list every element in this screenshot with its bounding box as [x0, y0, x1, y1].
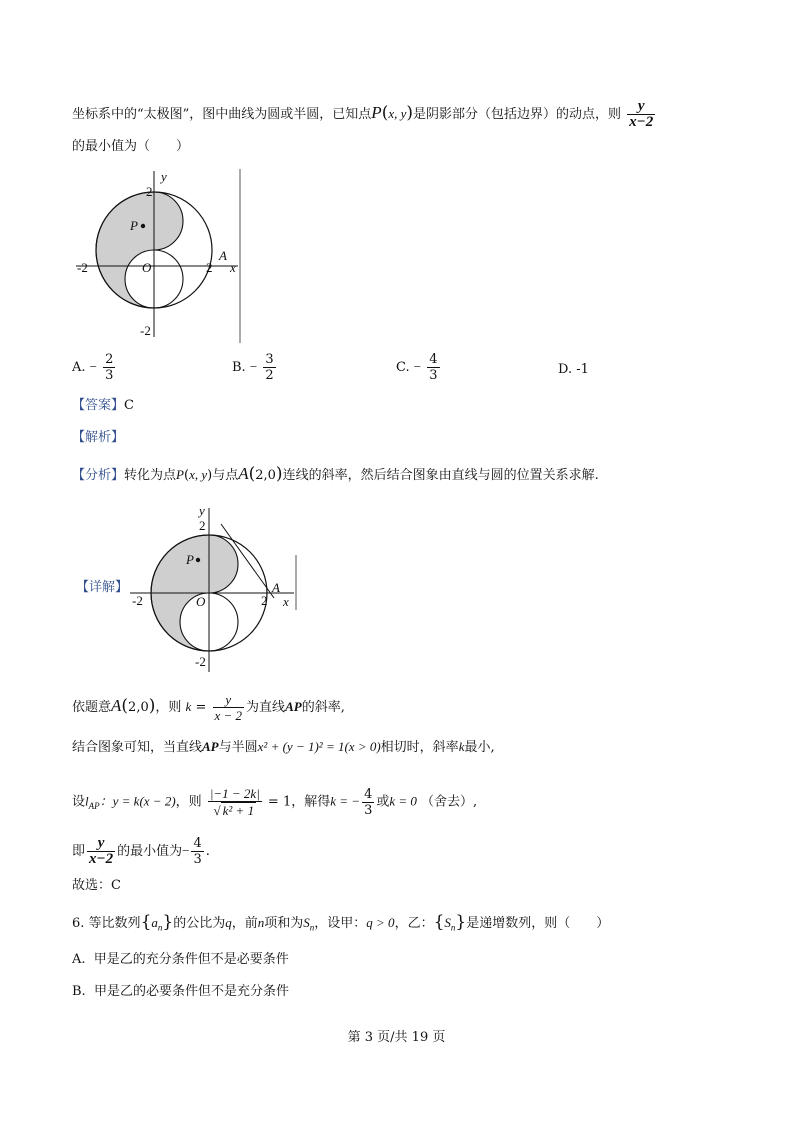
step4-f-num: 4	[193, 836, 202, 851]
fenxi-line: 【分析】转化为点P(x, y)与点A(2,0)连线的斜率，然后结合图象由直线与圆的位置关系求解.	[72, 464, 599, 484]
option-b-num: 3	[265, 352, 274, 367]
step1-fraction	[213, 692, 245, 723]
q6-option-a-letter: A.	[72, 952, 86, 967]
analysis-label: 【解析】	[72, 430, 125, 445]
detail-label: 【详解】	[76, 580, 129, 595]
choice-line	[72, 876, 121, 896]
step3-text-3: ，解得	[291, 794, 331, 810]
fenxi-label: 【分析】	[72, 468, 125, 483]
step1-a-args: 2,0	[128, 700, 149, 715]
q6-option-b-text: 甲是乙的必要条件但不是充分条件	[93, 984, 289, 999]
q6-n: n	[257, 915, 265, 930]
option-b-fraction	[263, 352, 275, 383]
tick-left-2: -2	[132, 593, 143, 608]
step1-k: k	[185, 699, 192, 714]
answer-line	[72, 396, 134, 416]
detail-line	[76, 578, 128, 598]
answer-value: C	[124, 398, 134, 413]
step-4	[72, 836, 210, 867]
fenxi-p-args: x, y	[189, 467, 208, 482]
q6-option-a[interactable]	[72, 950, 289, 970]
fenxi-text-3: 连线的斜率，然后结合图象由直线与圆的位置关系求解.	[282, 468, 599, 483]
step4-ratio	[87, 836, 115, 867]
q6-condition: q > 0	[366, 915, 395, 930]
step1-text-4: 的斜率,	[301, 700, 345, 715]
fenxi-text-1: 转化为点	[124, 468, 177, 483]
step1-text-3: 为直线	[246, 700, 286, 715]
step3-k1: k = −	[330, 793, 361, 809]
y-axis-label-2: y	[199, 503, 205, 518]
taiji-figure-2	[122, 500, 304, 680]
step1-point-a: A	[111, 696, 122, 715]
step4-value-fraction	[191, 836, 203, 867]
step4-f-den: 3	[193, 852, 202, 867]
fenxi-point-a: A	[238, 464, 249, 483]
x-axis-label-2: x	[283, 594, 289, 609]
tick-top: 2	[146, 184, 153, 199]
question-text-2: 是阴影部分（包括边界）的动点，则	[413, 107, 622, 122]
step3-line-eq: ：y = k(x − 2)	[99, 793, 176, 809]
question-line-1: 坐标系中的“太极图”，图中曲线为圆或半圆，已知点P(x, y)是阴影部分（包括边界）的动点，则 $\frac{y}{x-2}$	[72, 98, 654, 130]
step4-text-2: 的最小值为	[117, 844, 183, 859]
step3-distance-fraction: $\frac{|-1 - 2k|}{\text{√ k² + 1}}$	[209, 786, 260, 818]
q6-number: 6.	[72, 916, 85, 931]
step1-eq: =	[195, 700, 207, 715]
step3-text-1: 设	[72, 794, 86, 810]
label-o-2: O	[196, 594, 206, 609]
q6-text-1: 等比数列	[88, 916, 141, 931]
ratio-denominator: x−2	[629, 114, 654, 130]
step-3	[72, 786, 477, 818]
q6-text-4: 项和为	[264, 916, 304, 931]
label-a-2: A	[272, 580, 280, 595]
question-6: 6. 等比数列$\{a_n\}$的公比为q，前n项和为$S_n$，设甲：q > 0，乙：$\{S_n\}$是递增数列，则（ ）	[72, 912, 610, 933]
q6-s-sub: n	[309, 922, 315, 933]
option-d-value: -1	[576, 362, 589, 377]
step1-text-1: 依题意	[72, 700, 112, 715]
shaded-region	[96, 192, 183, 308]
q6-a-sub: n	[157, 922, 163, 933]
step3-den: k² + 1	[222, 803, 255, 818]
option-c-den: 3	[429, 368, 438, 383]
step-2	[72, 737, 495, 758]
step2-text-4: 最小,	[464, 740, 495, 755]
q6-text-7: 是递增数列，则（ ）	[466, 916, 610, 931]
q6-s2: S	[444, 915, 451, 930]
option-a[interactable]	[72, 352, 117, 383]
q6-q: q	[225, 915, 232, 930]
step4-den: x−2	[89, 851, 114, 867]
fenxi-point-p: P	[176, 467, 184, 482]
q6-option-b[interactable]	[72, 982, 289, 1002]
step2-text-3: 相切时，斜率	[380, 740, 459, 755]
tick-bottom: -2	[140, 323, 151, 338]
tick-left: -2	[77, 260, 88, 275]
q6-option-b-letter: B.	[72, 984, 86, 999]
choice-value: C	[111, 878, 121, 893]
step4-text-3: .	[205, 844, 210, 859]
option-b-letter: B.	[232, 360, 246, 375]
label-o: O	[142, 260, 152, 275]
question-text-1: 坐标系中的“太极图”，图中曲线为圆或半圆，已知点	[72, 107, 372, 122]
lower-semicircle-2	[209, 593, 238, 651]
step2-equation: x² + (y − 1)² = 1(x > 0)	[257, 739, 381, 754]
analysis-heading	[72, 428, 124, 448]
fenxi-a-args: 2,0	[255, 468, 276, 483]
step1-den: x − 2	[214, 708, 243, 723]
point-p-args: x, y	[388, 106, 407, 121]
option-b-den: 2	[265, 368, 274, 383]
option-a-sign: −	[89, 359, 98, 374]
taiji-figure-1	[68, 165, 248, 345]
option-a-letter: A.	[72, 360, 86, 375]
tick-right: 2	[206, 260, 213, 275]
q6-text-2: 的公比为	[173, 916, 226, 931]
step3-k-fraction	[362, 787, 374, 818]
step2-k: k	[458, 739, 465, 754]
step4-text-1: 即	[72, 844, 86, 859]
q6-s2-sub: n	[450, 922, 456, 933]
step3-f-den: 3	[364, 802, 373, 818]
step1-text-2: ，则	[155, 700, 182, 715]
ratio-numerator: y	[627, 99, 655, 115]
tick-top-2: 2	[199, 518, 206, 533]
option-a-fraction	[103, 352, 115, 383]
point-p: P	[371, 103, 382, 122]
step4-num: y	[87, 836, 115, 852]
question-line-2: 的最小值为（ ）	[72, 139, 190, 154]
option-c-num: 4	[429, 352, 438, 367]
step3-num: |−1 − 2k|	[209, 786, 260, 801]
step1-num: y	[213, 692, 245, 708]
option-c-fraction	[427, 352, 439, 383]
fenxi-text-2: 与点	[212, 468, 239, 483]
step-1: 依题意A(2,0)，则 k = $\frac{y}{x - 2}$ 为直线AP的斜率,	[72, 692, 345, 723]
q6-text-3: ，前	[231, 916, 258, 931]
answer-label: 【答案】	[72, 398, 125, 413]
option-d-letter: D.	[558, 362, 573, 377]
q6-text-6: ，乙：	[394, 916, 434, 931]
point-p-dot	[141, 224, 145, 228]
lower-semicircle	[154, 250, 183, 308]
q6-s: S	[303, 915, 310, 930]
option-c-letter: C.	[396, 360, 410, 375]
step3-text-4: 或	[376, 794, 390, 810]
q6-option-a-text: 甲是乙的充分条件但不是必要条件	[93, 952, 289, 967]
option-a-num: 2	[105, 352, 114, 367]
step2-text-1: 结合图象可知，当直线	[72, 740, 203, 755]
step3-l: l	[85, 793, 89, 809]
label-p: P	[130, 218, 138, 233]
step3-sub: AP	[88, 801, 100, 812]
tick-bottom-2: -2	[195, 654, 206, 669]
step3-eq1: = 1	[267, 794, 292, 810]
q6-a: a	[151, 915, 158, 930]
option-c[interactable]	[396, 352, 442, 383]
option-a-den: 3	[105, 368, 114, 383]
option-b-sign: −	[249, 359, 258, 374]
label-a: A	[219, 248, 227, 263]
step2-ap: AP	[202, 739, 219, 754]
step3-f-num: 4	[364, 786, 373, 802]
option-b[interactable]	[232, 352, 278, 383]
step3-text-5: （舍去）,	[421, 794, 478, 810]
label-p-2: P	[186, 552, 194, 567]
ratio-fraction	[627, 99, 655, 130]
step3-text-2: ，则	[175, 794, 202, 810]
step2-text-2: 与半圆	[218, 740, 258, 755]
step4-sign: −	[182, 843, 190, 858]
tick-right-2: 2	[261, 593, 268, 608]
choice-label: 故选：	[72, 878, 112, 893]
step3-k2: k = 0	[389, 793, 417, 809]
option-c-sign: −	[413, 359, 422, 374]
y-axis-label: y	[161, 169, 167, 184]
q6-text-5: ，设甲：	[314, 916, 367, 931]
point-p-dot-2	[196, 558, 200, 562]
step1-ap: AP	[285, 699, 302, 714]
page-footer: 第 3 页/共 19 页	[347, 1030, 446, 1045]
x-axis-label: x	[230, 260, 236, 275]
option-d[interactable]	[558, 362, 589, 377]
